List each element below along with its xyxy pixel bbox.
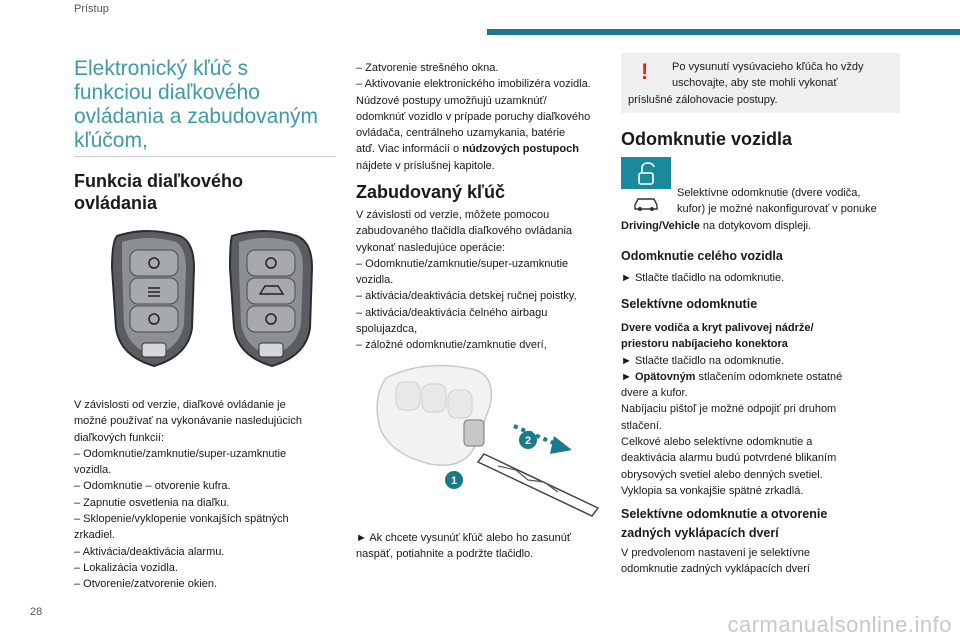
subheading-tailgate-unlock xyxy=(621,505,906,543)
page-title-line: funkciou diaľkového xyxy=(74,81,260,104)
text-line: ► Stlačte tlačidlo na odomknutie. xyxy=(621,354,785,367)
heading-line: ovládania xyxy=(74,193,158,213)
text-line: možné používať na vykonávanie nasledujúcich xyxy=(74,415,302,428)
text-run: atď. Viac informácií o xyxy=(356,143,463,156)
text-line xyxy=(621,369,906,385)
text-line: Nabíjaciu pištoľ je možné odpojiť pri druhom xyxy=(621,403,837,416)
text-line: Núdzové postupy umožňujú uzamknúť/ xyxy=(356,94,547,107)
text-line: odomknutie zadných vyklápacích dverí xyxy=(621,563,810,576)
text-line: – Lokalizácia vozidla. xyxy=(74,561,178,574)
extractable-key-blade xyxy=(478,454,598,516)
text-run: stlačením odomknete ostatné xyxy=(695,370,843,383)
warning-box xyxy=(621,53,900,113)
text-line: – záložné odomknutie/zamknutie dverí, xyxy=(356,339,547,352)
text-line xyxy=(621,218,906,234)
callout-1-label: 1 xyxy=(450,475,458,487)
text-line: V závislosti od verzie, diaľkové ovládanie je xyxy=(74,399,286,411)
emergency-procedures-link-text: núdzových postupoch xyxy=(462,143,579,156)
subheading-full-unlock: Odomknutie celého vozidla xyxy=(621,249,783,263)
text-line: stlačení. xyxy=(621,419,662,432)
heading-unlocking-vehicle: Odomknutie vozidla xyxy=(621,129,793,149)
selective-unlock-text xyxy=(621,320,906,499)
remote-functions-continued xyxy=(356,60,616,174)
text-line: ovládača, centrálneho uzamykania, batérie xyxy=(356,127,566,140)
text-run-bold: Opätovným xyxy=(634,370,696,383)
page-title-line: Elektronický kľúč s xyxy=(74,57,249,80)
text-line: obrysových svetiel alebo denných svetiel. xyxy=(621,468,823,481)
page-title xyxy=(74,57,336,153)
title-divider xyxy=(74,156,336,157)
text-line: – Zatvorenie strešného okna. xyxy=(356,62,499,74)
text-line: – Aktivovanie elektronického imobilizéra vozidla. xyxy=(356,78,591,91)
header-accent-bar xyxy=(487,29,960,35)
watermark: carmanualsonline.info xyxy=(727,612,952,637)
full-unlock-text xyxy=(621,270,906,286)
text-line: príslušné zálohovacie postupy. xyxy=(628,93,778,106)
warning-icon: ! xyxy=(641,59,649,84)
heading-line: Funkcia diaľkového xyxy=(74,171,243,191)
integrated-key-instruction xyxy=(356,530,616,563)
section-label: Prístup xyxy=(74,3,109,15)
text-line: Po vysunutí vysúvacieho kľúča ho vždy xyxy=(672,61,864,73)
heading-line: zadných vyklápacích dverí xyxy=(621,526,779,540)
heading-remote-control xyxy=(74,170,336,214)
selective-unlock-note xyxy=(621,185,906,234)
text-line: diaľkových funkcií: xyxy=(74,431,165,444)
text-line: priestoru nabíjacieho konektora xyxy=(621,338,788,351)
key-fob-ghost xyxy=(377,366,491,466)
text-line: – aktivácia/deaktivácia detskej ručnej poistky, xyxy=(356,290,577,303)
text-line: Celkové alebo selektívne odomknutie a xyxy=(621,436,813,449)
integrated-key-illustration xyxy=(366,358,616,523)
key-fob-left xyxy=(112,231,194,366)
remote-functions-text xyxy=(74,397,336,593)
text-run: ► xyxy=(621,370,635,383)
text-line: ► Stlačte tlačidlo na odomknutie. xyxy=(621,272,785,284)
text-line: nájdete v príslušnej kapitole. xyxy=(356,159,495,172)
text-line: V závislosti od verzie, môžete pomocou xyxy=(356,209,550,221)
text-line: vozidla. xyxy=(356,274,394,287)
text-line: naspäť, potiahnite a podržte tlačidlo. xyxy=(356,548,534,561)
text-line: kufor) je možné nakonfigurovať v ponuke xyxy=(677,203,877,216)
text-line: – Zapnutie osvetlenia na diaľku. xyxy=(74,496,230,509)
tailgate-unlock-text xyxy=(621,545,906,578)
text-line: Selektívne odomknutie (dvere vodiča, xyxy=(677,187,861,199)
heading-integrated-key: Zabudovaný kľúč xyxy=(356,182,505,202)
text-line: deaktivácia alarmu budú potvrdené blikaním xyxy=(621,452,837,465)
remote-key-fobs-illustration xyxy=(92,228,332,370)
text-line: ► Ak chcete vysunúť kľúč alebo ho zasunúť xyxy=(356,532,571,544)
menu-path-text: Driving/Vehicle xyxy=(621,219,700,232)
text-line: spolujazdca, xyxy=(356,323,418,336)
text-line: vozidla. xyxy=(74,464,112,477)
text-line: uschovajte, aby ste mohli vykonať xyxy=(672,77,838,90)
page-title-line: kľúčom, xyxy=(74,129,148,152)
text-line: odomknúť vozidlo v prípade poruchy diaľkového xyxy=(356,110,591,123)
text-run: na dotykovom displeji. xyxy=(699,219,812,232)
text-line: – Aktivácia/deaktivácia alarmu. xyxy=(74,545,225,558)
page-title-line: ovládania a zabudovaným xyxy=(74,105,319,128)
text-line: vykonať nasledujúce operácie: xyxy=(356,241,506,254)
text-line: – aktivácia/deaktivácia čelného airbagu xyxy=(356,306,548,319)
text-line: dvere a kufor. xyxy=(621,387,688,400)
text-line: – Odomknutie/zamknutie/super-uzamknutie xyxy=(356,257,569,270)
subheading-selective-unlock: Selektívne odomknutie xyxy=(621,297,758,311)
text-line: zabudovaného tlačidla diaľkového ovládania xyxy=(356,225,573,238)
text-line: zrkadiel. xyxy=(74,529,115,542)
page-number: 28 xyxy=(30,606,43,618)
key-fob-right xyxy=(230,231,312,366)
text-line: – Otvorenie/zatvorenie okien. xyxy=(74,578,218,591)
text-line: – Odomknutie/zamknutie/super-uzamknutie xyxy=(74,447,287,460)
text-line: Dvere vodiča a kryt palivovej nádrže/ xyxy=(621,322,814,334)
text-line: Vyklopia sa vonkajšie spätné zrkadlá. xyxy=(621,484,804,497)
text-line: – Sklopenie/vyklopenie vonkajších spätných xyxy=(74,513,289,526)
text-line: V predvolenom nastavení je selektívne xyxy=(621,547,810,559)
text-line: – Odomknutie – otvorenie kufra. xyxy=(74,480,231,493)
heading-line: Selektívne odomknutie a otvorenie xyxy=(621,507,828,521)
warning-text xyxy=(628,59,896,108)
integrated-key-text xyxy=(356,207,616,354)
callout-2-label: 2 xyxy=(524,435,532,447)
text-line xyxy=(356,141,616,157)
